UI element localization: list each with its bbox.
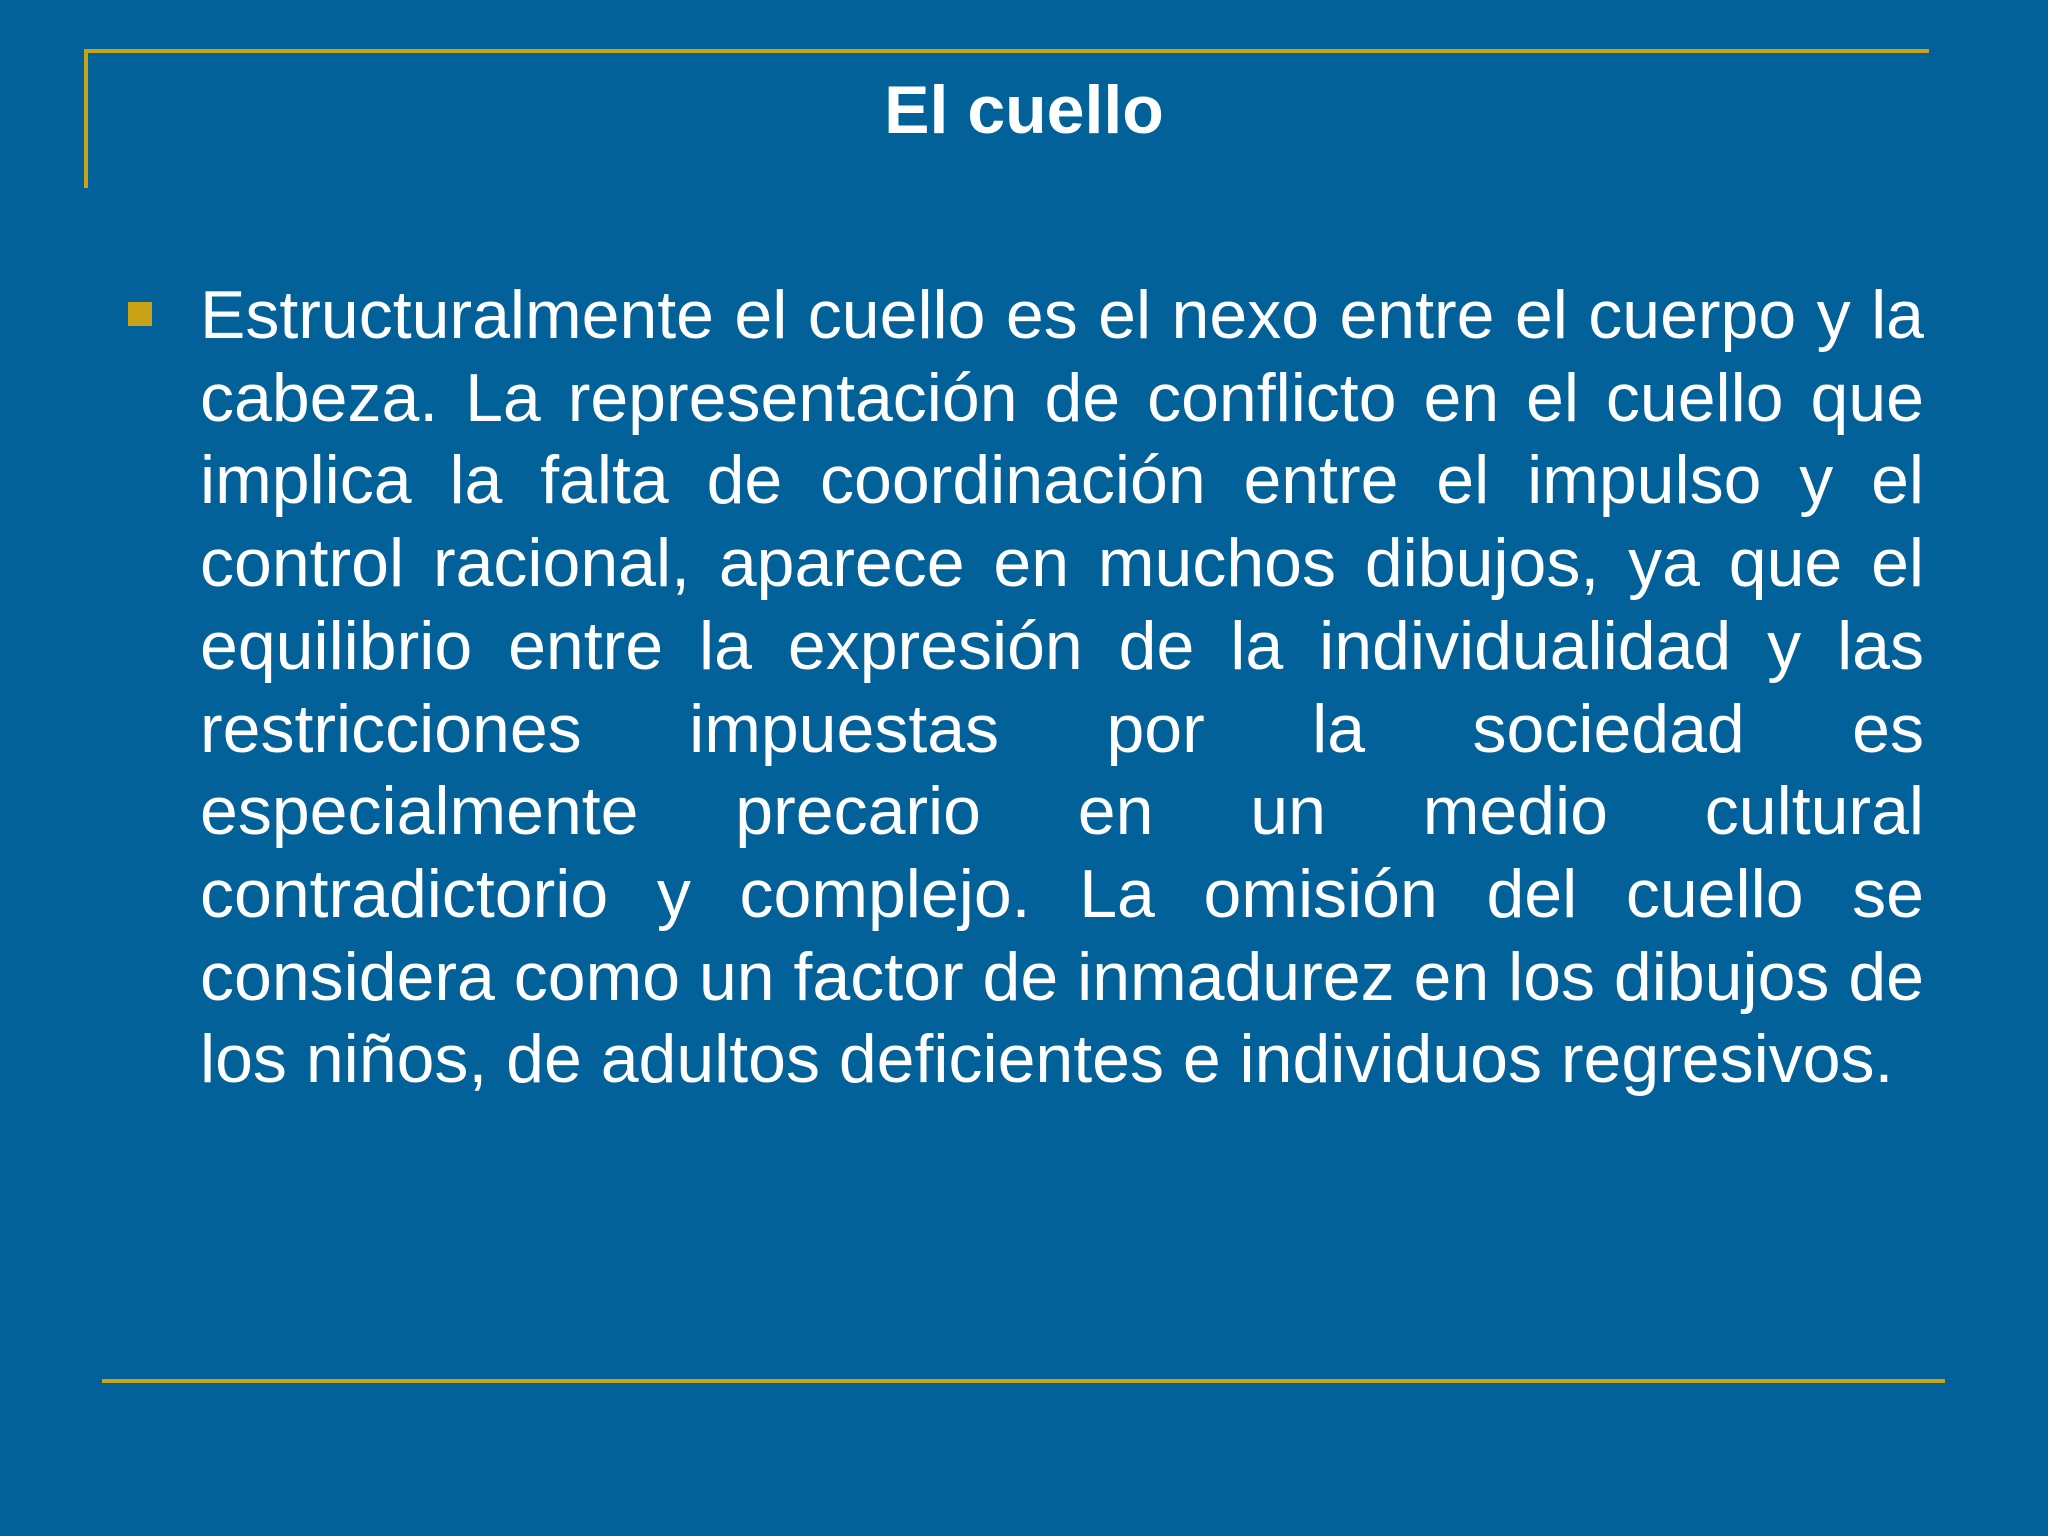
top-rule [84, 49, 1929, 53]
slide-title: El cuello [884, 72, 1164, 148]
bottom-rule [102, 1379, 1945, 1383]
square-bullet-icon [128, 302, 152, 326]
bullet-text: Estructuralmente el cuello es el nexo entre el cuerpo y la cabeza. La representación de conflicto en el cuello que implica la falta de coordinación entre el impulso y el control racional, aparece en muchos dibujos, ya que el equilibrio entre la expresión de la individualidad y las restricciones impuestas por la sociedad es especialmente precario en un medio cultural contradictorio y complejo. La omisión del cuello se considera como un factor de inmadurez en los dibujos de los niños, de adultos deficientes e individuos regresivos. [200, 277, 1924, 1098]
